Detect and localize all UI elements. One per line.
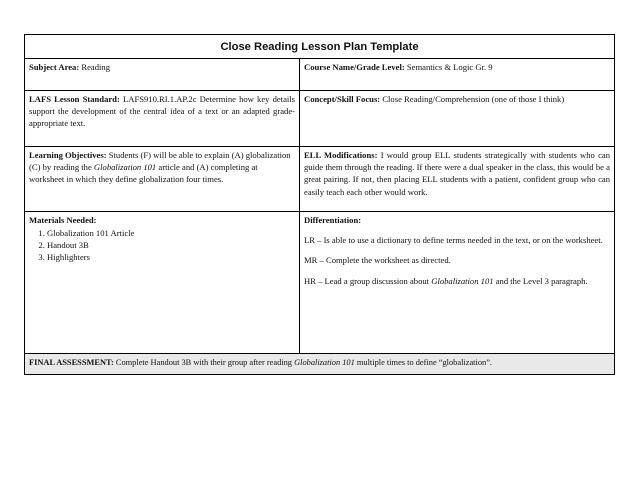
final-label: FINAL ASSESSMENT: [29, 358, 114, 367]
hr-italic: Globalization 101 [431, 275, 494, 286]
objectives-cell [25, 147, 300, 211]
concept-label: Concept/Skill Focus: [304, 94, 381, 104]
list-item: 3. Highlighters [47, 251, 295, 263]
concept-cell [300, 91, 614, 146]
final-assessment-row [25, 354, 614, 374]
objectives-text-after: article and (A) completing at worksheet in which they define globalization four times. [29, 162, 258, 185]
page-title: Close Reading Lesson Plan Template [220, 41, 419, 53]
materials-cell [25, 212, 300, 353]
differentiation-hr [304, 275, 610, 287]
hr-text-after: and the Level 3 paragraph. [495, 275, 588, 286]
hr-text-before: HR – Lead a group discussion about [304, 275, 430, 286]
course-value: Semantics & Logic Gr. 9 [406, 62, 493, 72]
differentiation-mr: MR – Complete the worksheet as directed. [304, 255, 451, 266]
lafs-value: LAFS910.RI.1.AP.2c Determine how key details support the development of the central idea of a text or an adapted grade-appropriate text. [29, 94, 296, 129]
lafs-cell [25, 91, 300, 146]
differentiation-lr: LR – Is able to use a dictionary to define terms needed in the text, or on the worksheet. [304, 235, 603, 246]
objectives-label: Learning Objectives: [29, 150, 107, 160]
final-assessment-cell [25, 354, 496, 374]
lesson-plan-table [24, 34, 615, 375]
final-text-before: Complete Handout 3B with their group after reading [115, 358, 292, 367]
list-item: 2. Handout 3B [47, 239, 295, 251]
subject-label: Subject Area: [29, 62, 80, 72]
final-text-after: multiple times to define “globalization”. [356, 358, 493, 367]
list-item: 1. Globalization 101 Article [47, 227, 295, 239]
ell-value: I would group ELL students strategically with students who can guide them through the reading. If there were a dual speaker in the class, this would be a great pairing. If not, then placing ELL students with a patient, confident group who can easily teach each other would work. [304, 150, 611, 197]
lafs-label: LAFS Lesson Standard: [29, 94, 120, 104]
objectives-italic: Globalization 101 [93, 162, 157, 173]
objectives-row [25, 147, 614, 212]
subject-row [25, 59, 614, 91]
ell-label: ELL Modifications: [304, 150, 378, 160]
title-row [25, 35, 614, 59]
differentiation-label: Differentiation: [304, 215, 362, 225]
materials-list [29, 227, 295, 263]
objectives-text-before: Students (F) will be able to explain (A) globalization (C) by reading the [29, 150, 291, 173]
concept-value: Close Reading/Comprehension (one of those I think) [382, 94, 565, 104]
course-label: Course Name/Grade Level: [304, 62, 405, 72]
subject-cell [25, 59, 300, 90]
differentiation-cell [300, 212, 614, 353]
ell-cell [300, 147, 614, 211]
materials-label: Materials Needed: [29, 215, 97, 225]
materials-row [25, 212, 614, 354]
subject-value: Reading [81, 62, 110, 72]
standard-row [25, 91, 614, 147]
course-cell [300, 59, 614, 90]
final-italic: Globalization 101 [294, 358, 355, 367]
